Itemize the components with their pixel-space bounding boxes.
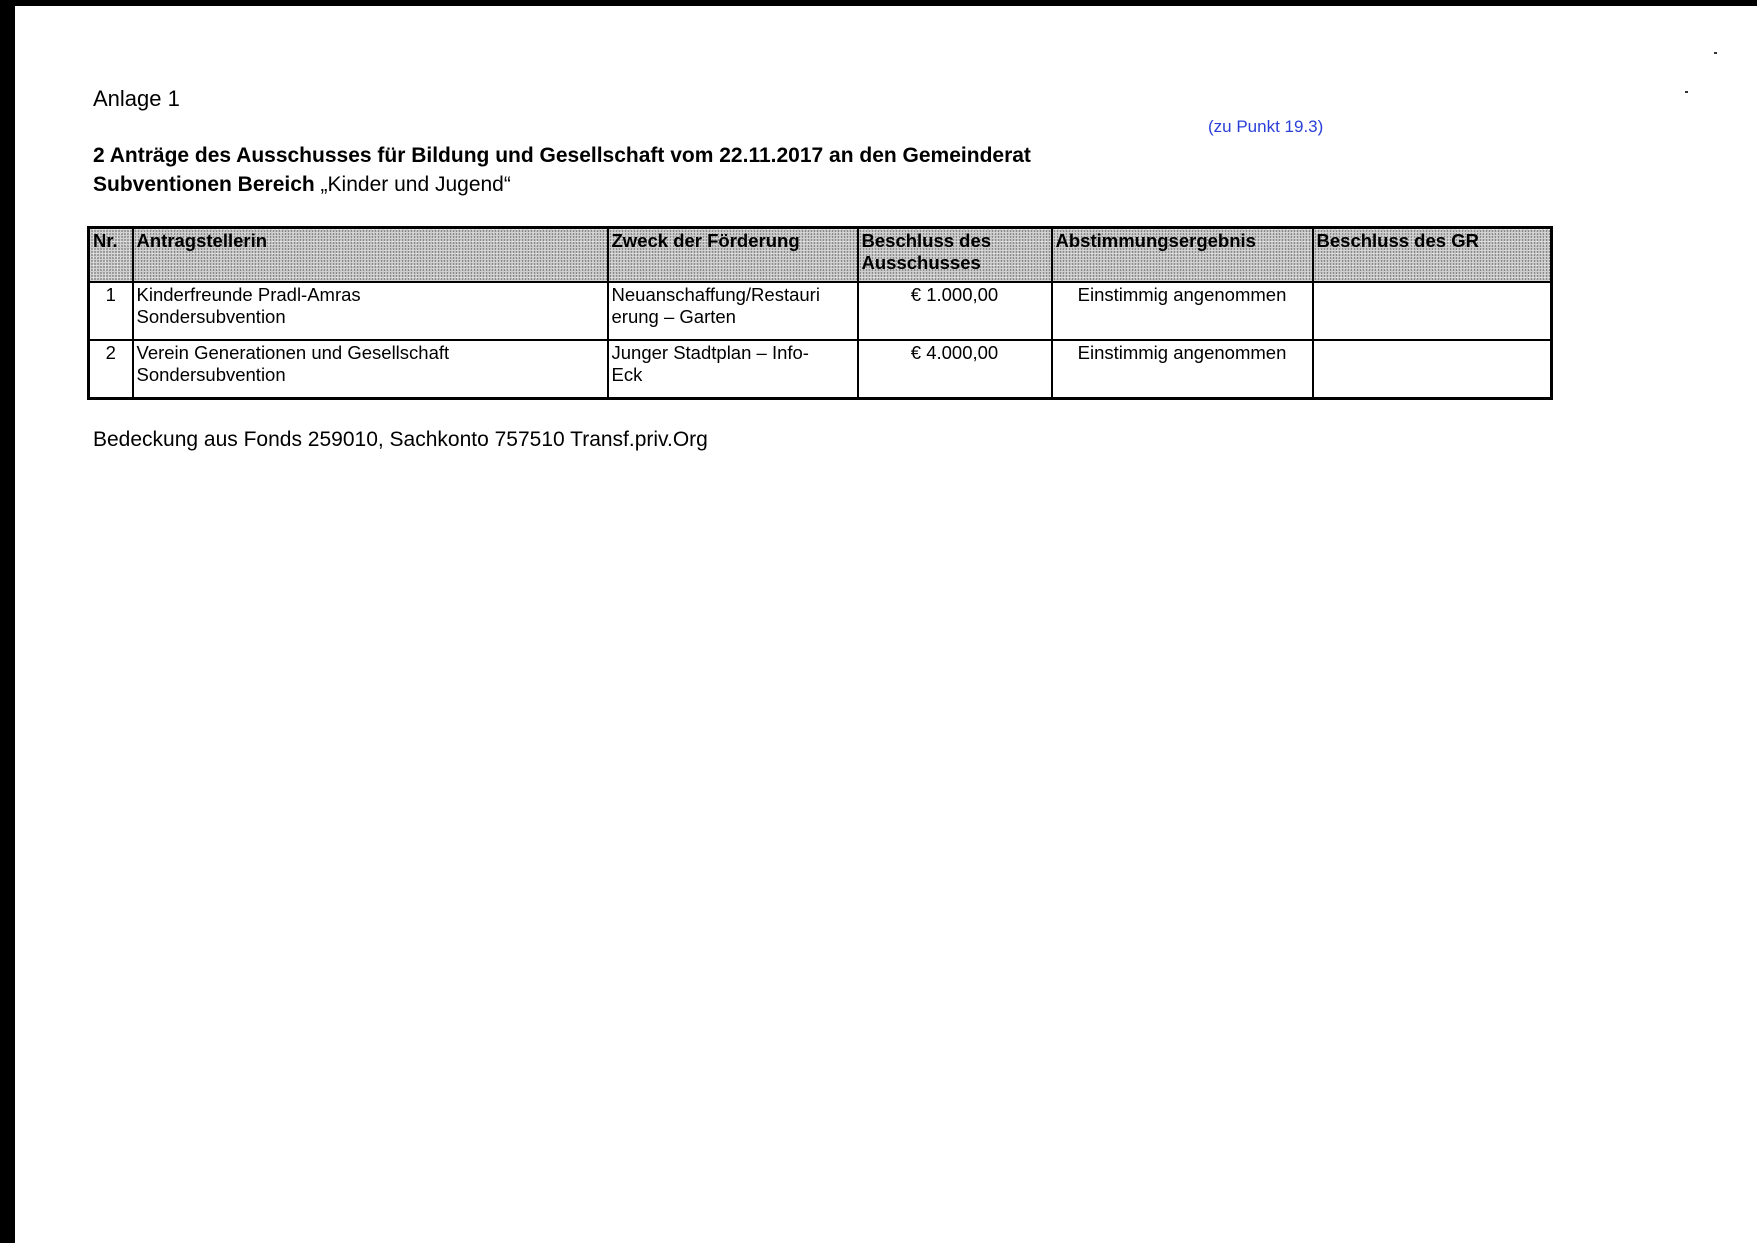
cell-applicant <box>133 282 608 340</box>
header-committee-decision: Beschluss des Ausschusses <box>858 228 1052 283</box>
header-council-decision: Beschluss des GR <box>1313 228 1552 283</box>
purpose-line: Neuanschaffung/Restauri <box>611 284 820 305</box>
cell-applicant <box>133 340 608 399</box>
applicant-name: Verein Generationen und Gesellschaft <box>136 342 450 363</box>
scan-border-top <box>0 0 1757 6</box>
scan-speck <box>1714 52 1717 54</box>
applicant-type: Sondersubvention <box>136 306 286 327</box>
cell-nr: 2 <box>89 340 133 399</box>
document-subheading <box>93 173 511 197</box>
annex-label: Anlage 1 <box>93 86 180 111</box>
purpose-line: Junger Stadtplan – Info- <box>611 342 809 363</box>
table-header-row <box>89 228 1552 283</box>
cell-council-decision <box>1313 340 1552 399</box>
applicant-type: Sondersubvention <box>136 364 286 385</box>
funding-footnote: Bedeckung aus Fonds 259010, Sachkonto 757510 Transf.priv.Org <box>93 428 708 451</box>
scan-speck <box>1685 91 1688 93</box>
cell-council-decision <box>1313 282 1552 340</box>
header-applicant: Antragstellerin <box>133 228 608 283</box>
agenda-reference: (zu Punkt 19.3) <box>1208 117 1324 136</box>
cell-vote-result: Einstimmig angenommen <box>1052 340 1313 399</box>
cell-committee-decision: € 1.000,00 <box>858 282 1052 340</box>
subheading-normal: „Kinder und Jugend“ <box>314 173 511 196</box>
document-heading: 2 Anträge des Ausschusses für Bildung und Gesellschaft vom 22.11.2017 an den Gemeinderat <box>93 144 1031 167</box>
header-nr: Nr. <box>89 228 133 283</box>
header-vote-result: Abstimmungsergebnis <box>1052 228 1313 283</box>
cell-vote-result: Einstimmig angenommen <box>1052 282 1313 340</box>
grants-table <box>87 226 1553 400</box>
cell-nr: 1 <box>89 282 133 340</box>
cell-committee-decision: € 4.000,00 <box>858 340 1052 399</box>
cell-purpose <box>608 340 858 399</box>
table-row <box>89 340 1552 399</box>
subheading-bold: Subventionen Bereich <box>93 173 315 196</box>
table-row <box>89 282 1552 340</box>
scan-border-left <box>0 0 15 1243</box>
applicant-name: Kinderfreunde Pradl-Amras <box>136 284 361 305</box>
purpose-line: Eck <box>611 364 643 385</box>
cell-purpose <box>608 282 858 340</box>
purpose-line: erung – Garten <box>611 306 736 327</box>
header-purpose: Zweck der Förderung <box>608 228 858 283</box>
